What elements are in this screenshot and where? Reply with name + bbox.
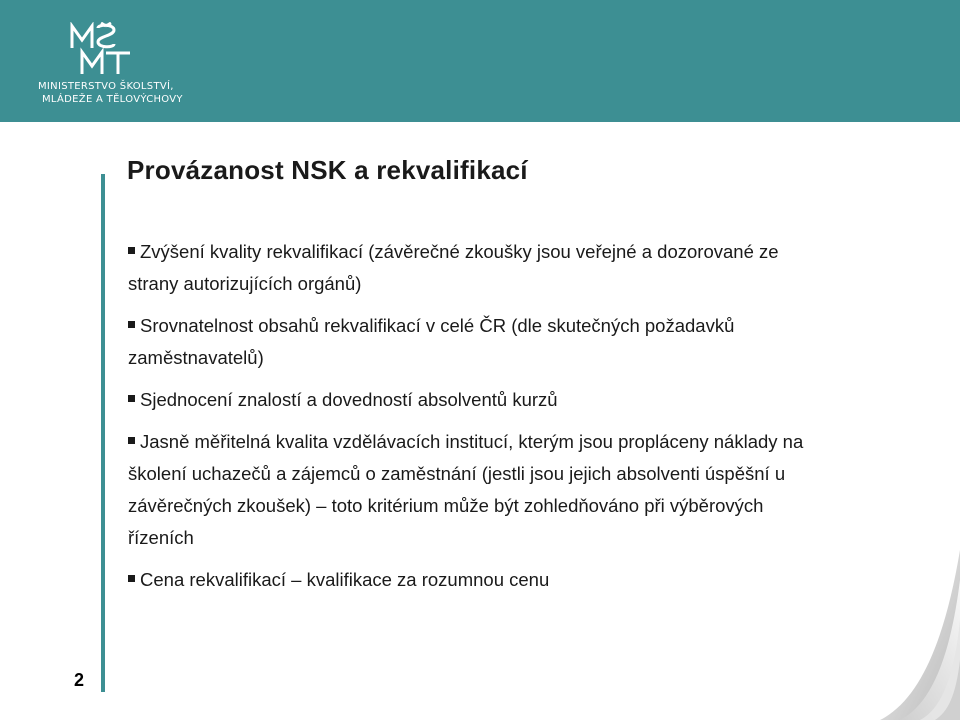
- bullet-square-icon: [128, 575, 135, 582]
- page-number: 2: [73, 670, 84, 690]
- bullet-item: [128, 310, 828, 374]
- bullet-item: [128, 426, 828, 554]
- msmt-monogram-icon: [68, 22, 138, 77]
- bullet-text: Zvýšení kvality rekvalifikací (závěrečné zkoušky jsou veřejné a dozorované ze strany autorizujících orgánů): [128, 241, 779, 294]
- bullet-text: Srovnatelnost obsahů rekvalifikací v celé ČR (dle skutečných požadavků zaměstnavatelů): [128, 315, 735, 368]
- ministry-name: [38, 80, 218, 106]
- bullet-square-icon: [128, 437, 135, 444]
- left-accent-rule: [101, 174, 105, 692]
- bullet-list: [128, 236, 828, 606]
- bullet-square-icon: [128, 395, 135, 402]
- ministry-name-line1: MINISTERSTVO ŠKOLSTVÍ,: [38, 81, 174, 92]
- bullet-square-icon: [128, 321, 135, 328]
- page-curl-icon: [840, 550, 960, 720]
- bullet-item: [128, 236, 828, 300]
- ministry-name-line2: MLÁDEŽE A TĚLOVÝCHOVY: [42, 94, 183, 105]
- bullet-text: Sjednocení znalostí a dovedností absolventů kurzů: [140, 389, 558, 410]
- slide-title: Provázanost NSK a rekvalifikací: [127, 155, 528, 185]
- bullet-item: [128, 564, 828, 596]
- bullet-square-icon: [128, 247, 135, 254]
- bullet-text: Cena rekvalifikací – kvalifikace za rozumnou cenu: [140, 569, 550, 590]
- msmt-logo: [38, 22, 218, 112]
- bullet-text: Jasně měřitelná kvalita vzdělávacích institucí, kterým jsou propláceny náklady na školení uchazečů a zájemců o zaměstnání (jestli jsou jejich absolventi úspěšní u závěrečných zkoušek) – toto kritérium může být zohledňováno při výběrových řízeních: [128, 431, 804, 548]
- bullet-item: [128, 384, 828, 416]
- header-band: [0, 0, 960, 122]
